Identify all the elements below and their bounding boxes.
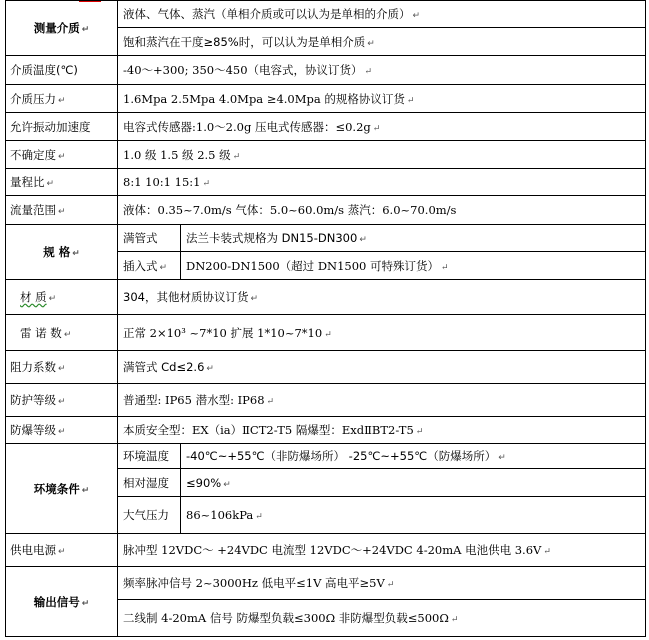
- label-flow: 流量范围 ↵: [6, 196, 118, 225]
- row-reynolds: [6, 315, 646, 351]
- value-protection: 普通型: IP65 潜水型: IP68 ↵: [118, 384, 646, 417]
- key-environment-3: 大气压力: [118, 497, 181, 534]
- label-protection: 防护等级 ↵: [6, 384, 118, 417]
- label-spec: 规 格 ↵: [6, 225, 118, 280]
- value-measure-1: 液体、气体、蒸汽（单相介质或可以认为是单相的介质） ↵: [118, 1, 646, 28]
- row-explosion: [6, 417, 646, 444]
- value-measure-2: 饱和蒸汽在干度≥85%时，可以认为是单相介质 ↵: [118, 28, 646, 56]
- value-uncertainty: 1.0 级 1.5 级 2.5 级 ↵: [118, 141, 646, 169]
- row-spec-1: [6, 225, 646, 252]
- row-environment-1: [6, 444, 646, 469]
- value-spec-2: DN200-DN1500（超过 DN1500 可特殊订货） ↵: [181, 252, 646, 280]
- key-environment-1: 环境温度: [118, 444, 181, 469]
- label-explosion: 防爆等级 ↵: [6, 417, 118, 444]
- value-flow: 液体：0.35~7.0m/s 气体：5.0~60.0m/s 蒸汽：6.0~70.0m/s: [118, 196, 646, 225]
- label-range-ratio: 量程比 ↵: [6, 169, 118, 196]
- row-power: [6, 534, 646, 567]
- spec-table: [5, 0, 646, 637]
- value-environment-1: -40℃~+55℃（非防爆场所） -25℃~+55℃（防爆场所） ↵: [181, 444, 646, 469]
- value-power: 脉冲型 12VDC～ +24VDC 电流型 12VDC～+24VDC 4-20mA 电池供电 3.6V ↵: [118, 534, 646, 567]
- row-flow: [6, 196, 646, 225]
- label-reynolds: 雷 诺 数 ↵: [6, 315, 118, 351]
- value-pressure: 1.6Mpa 2.5Mpa 4.0Mpa ≥4.0Mpa 的规格协议订货 ↵: [118, 85, 646, 113]
- value-output-2: 二线制 4-20mA 信号 防爆型负载≤300Ω 非防爆型负载≤500Ω ↵: [118, 600, 646, 637]
- key-spec-2: 插入式 ↵: [118, 252, 181, 280]
- row-measure-1: [6, 1, 646, 28]
- value-output-1: 频率脉冲信号 2~3000Hz 低电平≤1V 高电平≥5V ↵: [118, 567, 646, 600]
- value-range-ratio: 8:1 10:1 15:1 ↵: [118, 169, 646, 196]
- label-measure: 测量介质 ↵: [6, 1, 118, 56]
- value-temp: -40～+300; 350～450（电容式，协议订货） ↵: [118, 56, 646, 85]
- label-power: 供电电源 ↵: [6, 534, 118, 567]
- row-protection: [6, 384, 646, 417]
- label-drag: 阻力系数 ↵: [6, 351, 118, 384]
- label-vibration: 允许振动加速度: [6, 113, 118, 141]
- key-environment-2: 相对湿度: [118, 469, 181, 497]
- row-pressure: [6, 85, 646, 113]
- label-material: 材 质 ↵: [6, 280, 118, 315]
- value-drag: 满管式 Cd≤2.6 ↵: [118, 351, 646, 384]
- value-material: 304，其他材质协议订货 ↵: [118, 280, 646, 315]
- label-output: 输出信号 ↵: [6, 567, 118, 637]
- key-spec-1: 满管式: [118, 225, 181, 252]
- row-drag: [6, 351, 646, 384]
- row-uncertainty: [6, 141, 646, 169]
- label-pressure: 介质压力 ↵: [6, 85, 118, 113]
- row-material: [6, 280, 646, 315]
- value-environment-2: ≤90% ↵: [181, 469, 646, 497]
- value-spec-1: 法兰卡装式规格为 DN15-DN300 ↵: [181, 225, 646, 252]
- row-vibration: [6, 113, 646, 141]
- label-temp: 介质温度(℃): [6, 56, 118, 85]
- value-vibration: 电容式传感器:1.0～2.0g 压电式传感器：≤0.2g ↵: [118, 113, 646, 141]
- value-environment-3: 86~106kPa ↵: [181, 497, 646, 534]
- row-range-ratio: [6, 169, 646, 196]
- row-temp: [6, 56, 646, 85]
- label-uncertainty: 不确定度 ↵: [6, 141, 118, 169]
- value-explosion: 本质安全型：EX（ia）ⅡCT2-T5 隔爆型：ExdⅡBT2-T5 ↵: [118, 417, 646, 444]
- label-environment: 环境条件 ↵: [6, 444, 118, 534]
- row-output-1: [6, 567, 646, 600]
- value-reynolds: 正常 2×10³ ~7*10 扩展 1*10~7*10 ↵: [118, 315, 646, 351]
